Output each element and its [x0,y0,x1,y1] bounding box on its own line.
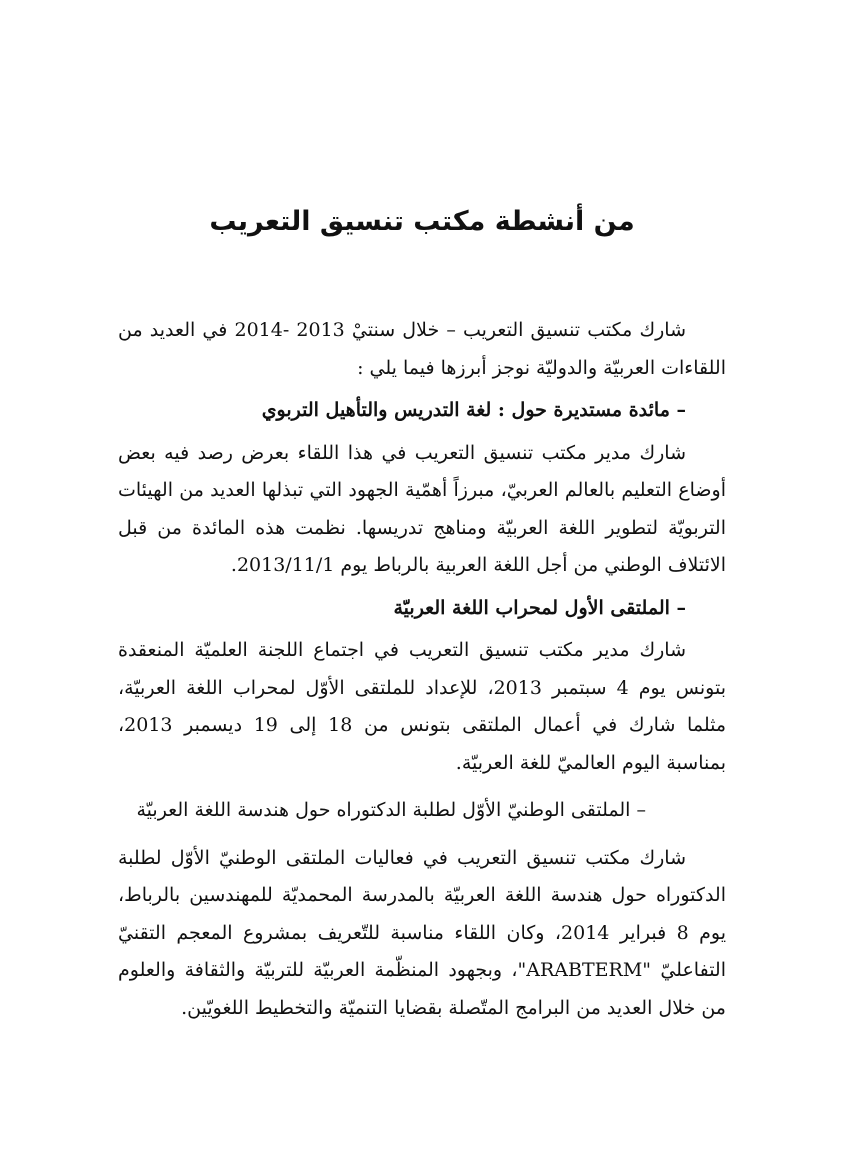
section-heading-doctoral-forum: – الملتقى الوطنيّ الأوّل لطلبة الدكتوراه حول هندسة اللغة العربيّة [136,799,646,821]
document-page [118,0,726,1165]
intro-paragraph: شارك مكتب تنسيق التعريب – خلال سنتيْ 2013 -2014 في العديد من اللقاءات العربيّة والدوليّة نوجز أبرزها فيما يلي : [118,319,726,379]
section-heading-first-forum: – الملتقى الأول لمحراب اللغة العربيّة [393,596,686,619]
section-heading-round-table: – مائدة مستديرة حول : لغة التدريس والتأهيل التربوي [261,399,686,421]
section-paragraph-round-table: شارك مدير مكتب تنسيق التعريب في هذا اللقاء بعرض رصد فيه بعض أوضاع التعليم بالعالم العربيّ، مبرزاً أهمّية الجهود التي تبذلها العديد من الهيئات التربويّة لتطوير اللغة العربيّة ومناهج تدريسها. نظمت هذه المائدة من قبل الائتلاف الوطني من أجل اللغة العربية بالرباط يوم 2013/11/1. [118,441,726,576]
document-body [118,312,726,1029]
section-paragraph-doctoral-forum: شارك مكتب تنسيق التعريب في فعاليات الملتقى الوطنيّ الأوّل لطلبة الدكتوراه حول هندسة اللغة العربيّة بالمدرسة المحمديّة للمهندسين بالرباط، يوم 8 فبراير 2014، وكان اللقاء مناسبة للتّعريف بمشروع المعجم التقنيّ التفاعليّ "ARABTERM"، وبجهود المنظّمة العربيّة للتربيّة والثقافة والعلوم من خلال العديد من البرامج المتّصلة بقضايا التنميّة والتخطيط اللغويّين. [118,846,726,1019]
page-title: من أنشطة مكتب تنسيق التعريب [209,206,635,237]
section-paragraph-first-forum: شارك مدير مكتب تنسيق التعريب في اجتماع اللجنة العلميّة المنعقدة بتونس يوم 4 سبتمبر 2013، للإعداد للملتقى الأوّل لمحراب اللغة العربيّة، مثلما شارك في أعمال الملتقى بتونس من 18 إلى 19 ديسمبر 2013، بمناسبة اليوم العالميّ للغة العربيّة. [118,639,727,774]
